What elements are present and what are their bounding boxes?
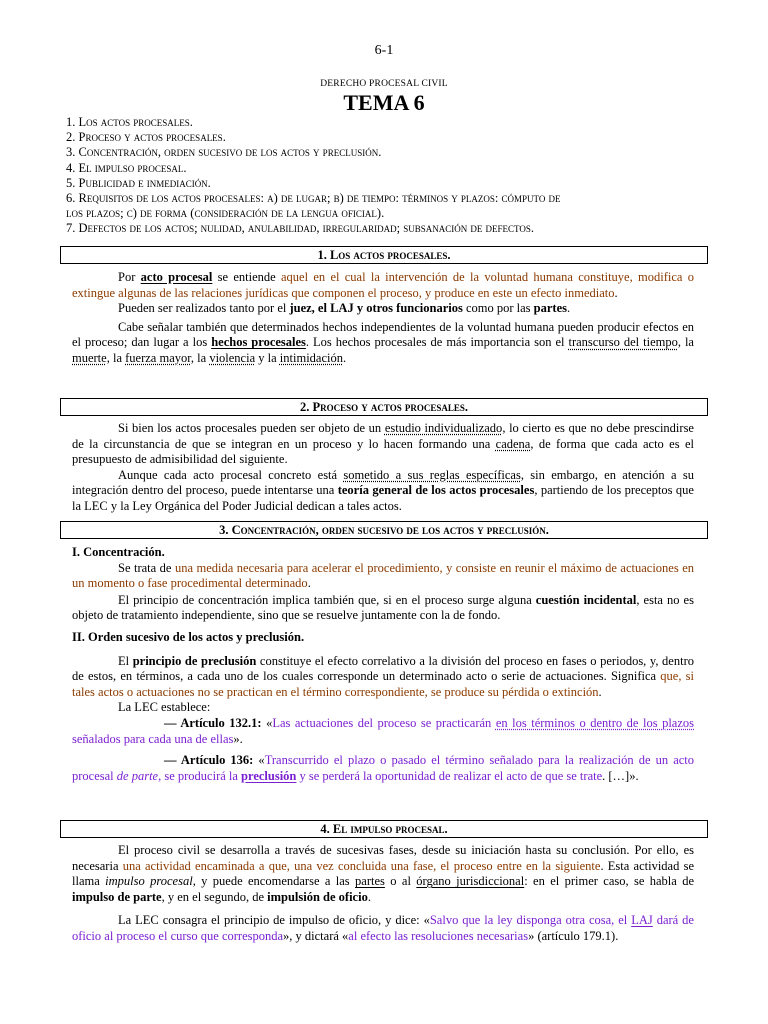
toc-item: 6. Requisitos de los actos procesales: a) de lugar; b) de tiempo: términos y plazos: cómputo de	[66, 191, 561, 206]
document-title: TEMA 6	[343, 90, 425, 115]
section-1-heading: 1. Los actos procesales.	[60, 246, 708, 264]
paragraph: Pueden ser realizados tanto por el juez, el LAJ y otros funcionarios como por las partes.	[118, 301, 571, 316]
toc-item: 5. Publicidad e inmediación.	[66, 175, 211, 190]
section-1-body	[72, 270, 694, 367]
paragraph: Aunque cada acto procesal concreto está sometido a sus reglas específicas, sin embargo, en atención a su integración dentro del proceso, puede intentarse una teoría general de los actos procesales, partiendo de los preceptos que la LEC y la Ley Orgánica del Poder Judicial dedican a tales actos.	[72, 467, 694, 513]
paragraph: El proceso civil se desarrolla a través de sucesivas fases, desde su iniciación hasta su conclusión. Por ello, es necesaria una actividad encaminada a que, una vez concluida una fase, el proceso entre en la siguiente. Esta actividad se llama impulso procesal, y puede encomendarse a las partes o al órgano jurisdiccional: en el primer caso, se habla de impulso de parte, y en el segundo, de impulsión de oficio.	[72, 843, 694, 904]
section-3-heading: 3. Concentración, orden sucesivo de los actos y preclusión.	[60, 521, 708, 539]
subheading-concentracion: I. Concentración.	[72, 545, 165, 559]
paragraph: La LEC establece:	[118, 700, 211, 715]
section-2-heading: 2. Proceso y actos procesales.	[60, 398, 708, 416]
table-of-contents	[66, 115, 706, 237]
section-3-body	[72, 545, 694, 784]
quote-article-136: — Artículo 136: «Transcurrido el plazo o pasado el término señalado para la realización de un acto procesal de parte, se producirá la preclusión y se perderá la oportunidad de realizar el acto de que se trate. […]».	[72, 753, 695, 783]
paragraph: Si bien los actos procesales pueden ser objeto de un estudio individualizado, lo cierto es que no debe prescindirse de la circunstancia de que se integran en un proceso y lo hacen formando una cadena, de forma que cada acto es el presupuesto de admisibilidad del siguiente.	[72, 421, 695, 467]
paragraph: El principio de preclusión constituye el efecto correlativo a la división del proceso en fases o periodos, y, dentro de estos, en términos, a cada uno de los cuales corresponde un determinado acto o serie de actuaciones. Significa que, si tales actos o actuaciones no se practican en el término correspondiente, se produce su pérdida o extinción.	[72, 653, 694, 699]
subheading-preclusion: II. Orden sucesivo de los actos y preclusión.	[72, 629, 305, 644]
section-4-heading: 4. El impulso procesal.	[60, 820, 708, 838]
paragraph: Por acto procesal se entiende aquel en el cual la intervención de la voluntad humana constituye, modifica o extingue algunas de las relaciones jurídicas que componen el proceso, y produce en este un efecto inmediato.	[72, 270, 694, 300]
section-2-body	[72, 421, 694, 515]
paragraph: Cabe señalar también que determinados hechos independientes de la voluntad humana pueden producir efectos en el proceso; dan lugar a los hechos procesales. Los hechos procesales de más importancia son el transcurso del tiempo, la muerte, la fuerza mayor, la violencia y la intimidación.	[72, 319, 694, 365]
toc-item: 3. Concentración, orden sucesivo de los actos y preclusión.	[66, 145, 382, 160]
paragraph: El principio de concentración implica también que, si en el proceso surge alguna cuestión incidental, esta no es objeto de tratamiento independiente, sino que se resuelve juntamente con la de fondo.	[72, 592, 694, 623]
subject-heading: DERECHO PROCESAL CIVIL	[320, 79, 448, 89]
toc-item: 2. Proceso y actos procesales.	[66, 130, 226, 145]
paragraph: La LEC consagra el principio de impulso de oficio, y dice: «Salvo que la ley disponga otra cosa, el LAJ dará de oficio al proceso el curso que corresponda», y dictará «al efecto las resoluciones necesarias» (artículo 179.1).	[72, 913, 694, 943]
quote-article-132: — Artículo 132.1: «Las actuaciones del proceso se practicarán en los términos o dentro de los plazos señalados para cada una de ellas».	[72, 715, 695, 746]
paragraph: Se trata de una medida necesaria para acelerar el procedimiento, y consiste en reunir el máximo de actuaciones en un momento o fase procedimental determinado.	[72, 560, 694, 591]
page-number: 6-1	[374, 43, 394, 58]
toc-item: 7. Defectos de los actos; nulidad, anulabilidad, irregularidad; subsanación de defectos.	[66, 221, 534, 236]
section-4-body	[72, 843, 694, 945]
toc-item: 1. Los actos procesales.	[66, 115, 193, 129]
toc-item: 4. El impulso procesal.	[66, 160, 187, 175]
toc-item: los plazos; c) de forma (consideración de la lengua oficial).	[66, 206, 385, 221]
